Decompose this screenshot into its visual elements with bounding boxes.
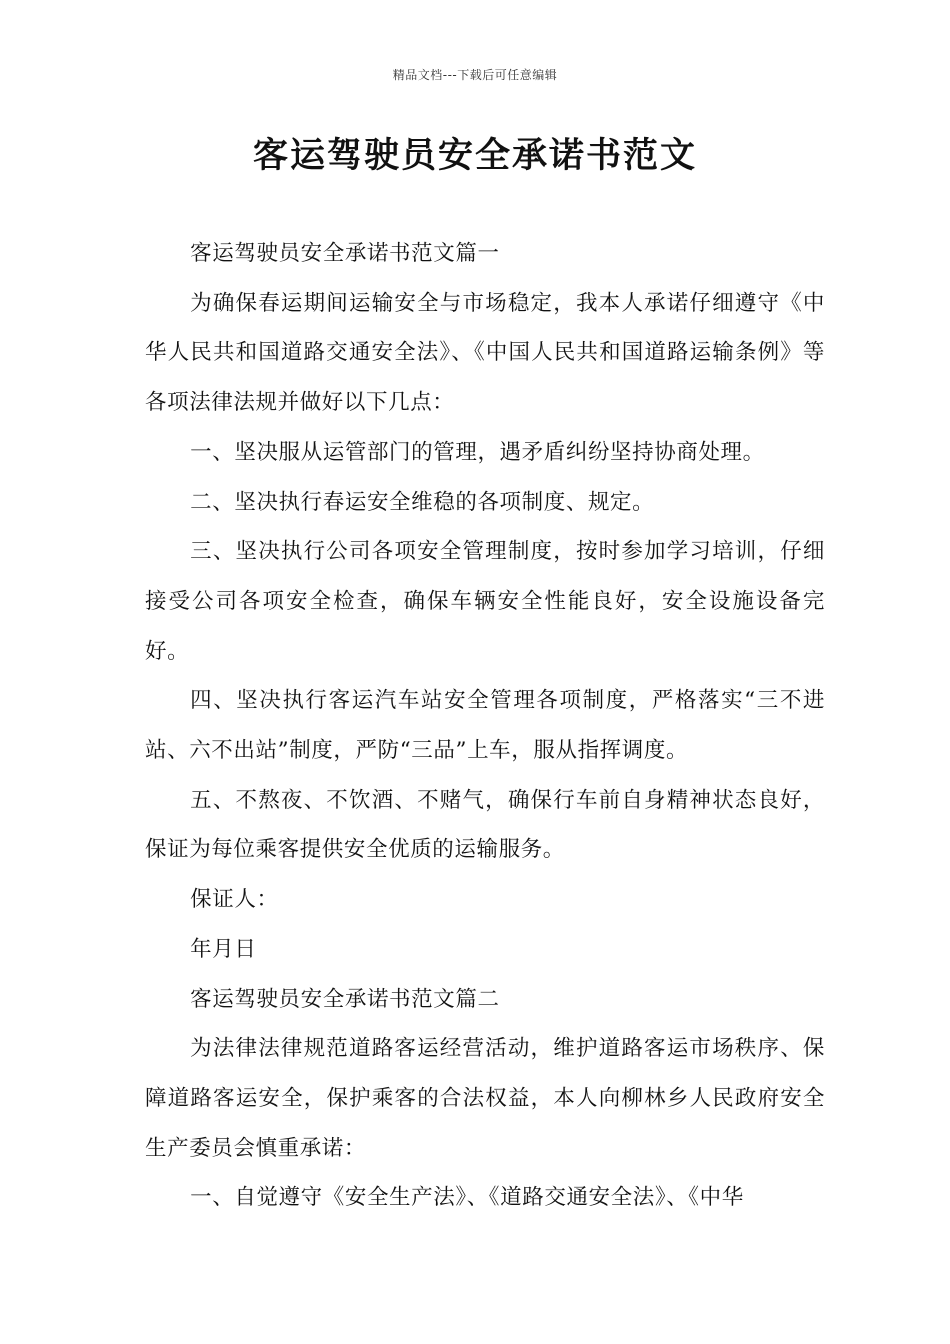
date-label: 年月日 <box>190 936 257 962</box>
commitment-item-4: 四、坚决执行客运汽车站安全管理各项制度，严格落实“三不进站、六不出站”制度，严防“三品”上车，服从指挥调度。 <box>145 688 825 764</box>
section-heading-1: 客运驾驶员安全承诺书范文篇一 <box>190 241 500 266</box>
document-title: 客运驾驶员安全承诺书范文 <box>252 136 697 176</box>
intro-paragraph-1: 为确保春运期间运输安全与市场稳定，我本人承诺仔细遵守《中华人民共和国道路交通安全法》、《中国人民共和国道路运输条例》等各项法律法规并做好以下几点： <box>145 290 825 416</box>
section-heading-2: 客运驾驶员安全承诺书范文篇二 <box>190 986 500 1012</box>
commitment-item-2: 二、坚决执行春运安全维稳的各项制度、规定。 <box>190 489 655 515</box>
guarantor-label: 保证人： <box>190 887 279 913</box>
commitment-item-3: 三、坚决执行公司各项安全管理制度，按时参加学习培训，仔细接受公司各项安全检查，确保车辆安全性能良好，安全设施设备完好。 <box>145 539 825 664</box>
commitment-item-5: 五、不熬夜、不饮酒、不赌气，确保行车前自身精神状态良好，保证为每位乘客提供安全优质的运输服务。 <box>145 787 825 863</box>
document-body <box>145 229 825 1223</box>
commitment-item-1: 一、坚决服从运管部门的管理，遇矛盾纠纷坚持协商处理。 <box>190 439 765 465</box>
header-note: 精品文档---下载后可任意编辑 <box>392 68 558 82</box>
commitment-item-2-1: 一、自觉遵守《安全生产法》、《道路交通安全法》、《中华 <box>190 1185 744 1211</box>
intro-paragraph-2: 为法律法律规范道路客运经营活动，维护道路客运市场秩序、保障道路客运安全，保护乘客的合法权益，本人向柳林乡人民政府安全生产委员会慎重承诺： <box>145 1036 825 1161</box>
